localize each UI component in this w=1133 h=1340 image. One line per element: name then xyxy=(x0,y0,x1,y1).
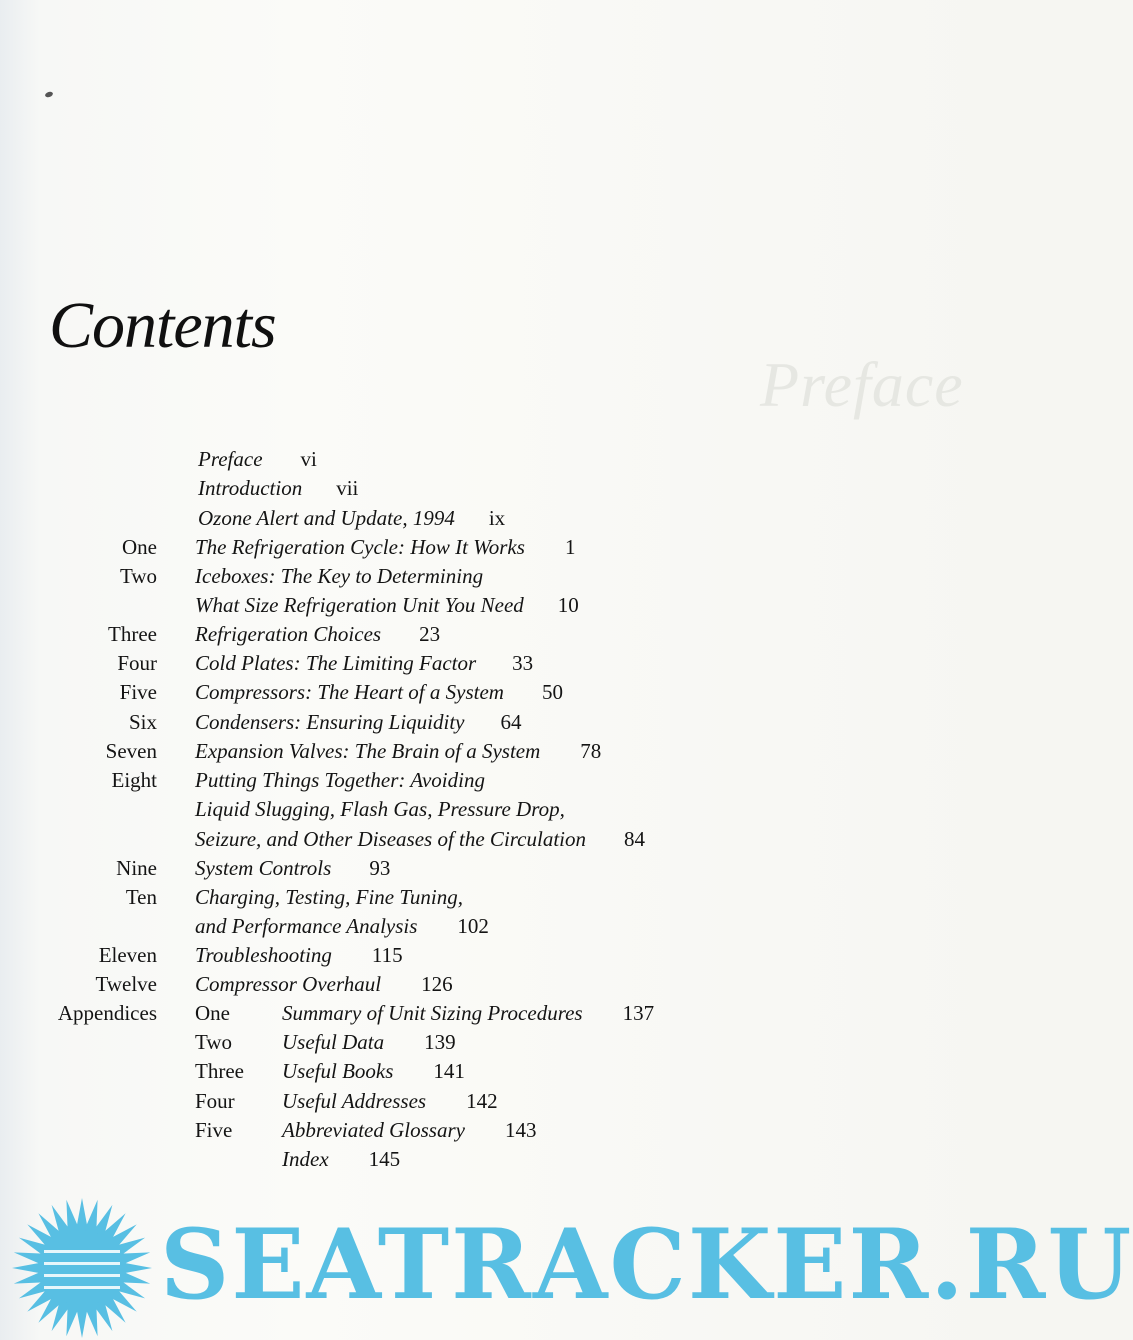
toc-entry[interactable] xyxy=(0,940,1033,970)
chapter-number: Four xyxy=(117,651,157,675)
entry-title: Cold Plates: The Limiting Factor 33 xyxy=(195,651,534,675)
chapter-number: Eight xyxy=(111,768,157,792)
toc-entry[interactable] xyxy=(0,824,1033,854)
appendix-number: Four xyxy=(195,1089,235,1113)
chapter-number: Five xyxy=(119,680,157,704)
entry-title: Preface vi xyxy=(198,447,317,471)
appendix-entry[interactable] xyxy=(0,998,1033,1028)
entry-title: Compressors: The Heart of a System 50 xyxy=(195,680,563,704)
entry-title: Refrigeration Choices 23 xyxy=(195,622,441,646)
toc-entry[interactable] xyxy=(0,532,1033,562)
page-number: 126 xyxy=(421,972,453,996)
page-number: 50 xyxy=(541,680,563,704)
appendix-title: Abbreviated Glossary 143 xyxy=(282,1118,537,1142)
page-number: 10 xyxy=(557,593,579,617)
toc-entry[interactable] xyxy=(0,736,1033,766)
page-number: 115 xyxy=(371,943,403,967)
sun-stripe xyxy=(44,1274,120,1277)
page-number: 93 xyxy=(369,856,391,880)
toc-entry[interactable] xyxy=(0,648,1033,678)
chapter-number: Seven xyxy=(105,739,157,763)
appendix-number: One xyxy=(195,1001,230,1025)
chapter-number: Three xyxy=(108,622,157,646)
toc-entry[interactable] xyxy=(0,882,1033,912)
entry-title: Ozone Alert and Update, 1994 ix xyxy=(198,506,506,530)
appendix-entry[interactable] xyxy=(0,1086,1033,1116)
chapter-number: Nine xyxy=(116,856,157,880)
entry-title: Putting Things Together: Avoiding xyxy=(195,768,485,792)
entry-title: Charging, Testing, Fine Tuning, xyxy=(195,885,463,909)
chapter-number: Two xyxy=(119,564,157,588)
appendix-entry[interactable] xyxy=(0,1115,1033,1145)
entry-title: Introduction vii xyxy=(198,476,359,500)
sun-stripe xyxy=(44,1250,120,1253)
chapter-number: Six xyxy=(128,710,157,734)
toc-entry[interactable] xyxy=(0,853,1033,883)
sun-disc xyxy=(44,1230,120,1306)
toc-entry[interactable] xyxy=(0,561,1033,591)
entry-title: and Performance Analysis 102 xyxy=(195,914,489,938)
page-title: Contents xyxy=(49,289,276,362)
toc-entry[interactable] xyxy=(0,444,1033,474)
page-number: ix xyxy=(488,506,506,530)
appendix-title: Index 145 xyxy=(282,1147,401,1171)
entry-title: The Refrigeration Cycle: How It Works 1 xyxy=(195,535,576,559)
appendix-entry[interactable] xyxy=(0,1144,1033,1174)
appendix-title: Summary of Unit Sizing Procedures 137 xyxy=(282,1001,655,1025)
appendix-entry[interactable] xyxy=(0,1056,1033,1086)
page-number: 33 xyxy=(512,651,534,675)
appendix-number: Two xyxy=(195,1030,233,1054)
page-number: vii xyxy=(336,476,359,500)
entry-title: Condensers: Ensuring Liquidity 64 xyxy=(195,710,522,734)
toc-entry[interactable] xyxy=(0,911,1033,941)
chapter-number: One xyxy=(122,535,157,559)
appendix-number: Three xyxy=(195,1059,244,1083)
toc-entry[interactable] xyxy=(0,794,1033,824)
watermark-text: SEATRACKER.RU xyxy=(160,1208,1133,1321)
page-number: 143 xyxy=(504,1118,537,1142)
appendix-entry[interactable] xyxy=(0,1027,1033,1057)
toc-entry[interactable] xyxy=(0,473,1033,503)
toc-entry[interactable] xyxy=(0,619,1033,649)
chapter-number: Eleven xyxy=(98,943,157,967)
appendices-label: Appendices xyxy=(57,1001,157,1025)
entry-title: Liquid Slugging, Flash Gas, Pressure Drop, xyxy=(195,797,565,821)
toc-entry[interactable] xyxy=(0,765,1033,795)
show-through-heading: Preface xyxy=(760,349,964,420)
appendix-number: Five xyxy=(195,1118,233,1142)
toc-entry[interactable] xyxy=(0,707,1033,737)
toc-entry[interactable] xyxy=(0,969,1033,999)
entry-title: Iceboxes: The Key to Determining xyxy=(195,564,484,588)
appendix-title: Useful Data 139 xyxy=(282,1030,456,1054)
toc-entry[interactable] xyxy=(0,590,1033,620)
page-number: 137 xyxy=(622,1001,655,1025)
page-number: vi xyxy=(300,447,317,471)
smudge-mark xyxy=(44,91,53,98)
entry-title: Troubleshooting 115 xyxy=(195,943,403,967)
appendix-title: Useful Books 141 xyxy=(282,1059,465,1083)
page-number: 141 xyxy=(433,1059,465,1083)
page-number: 102 xyxy=(457,914,489,938)
entry-title: Seizure, and Other Diseases of the Circulation 84 xyxy=(195,827,645,851)
page-number: 145 xyxy=(368,1147,401,1171)
chapter-number: Twelve xyxy=(95,972,157,996)
appendix-title: Useful Addresses 142 xyxy=(282,1089,498,1113)
entry-title: Expansion Valves: The Brain of a System 78 xyxy=(195,739,602,763)
sun-stripe xyxy=(44,1262,120,1265)
page-number: 23 xyxy=(419,622,441,646)
chapter-number: Ten xyxy=(125,885,157,909)
toc-entry[interactable] xyxy=(0,677,1033,707)
entry-title: System Controls 93 xyxy=(195,856,391,880)
toc-entry[interactable] xyxy=(0,503,1033,533)
page-number: 84 xyxy=(624,827,645,851)
page-number: 64 xyxy=(500,710,522,734)
page-number: 142 xyxy=(466,1089,498,1113)
page-number: 78 xyxy=(580,739,602,763)
entry-title: What Size Refrigeration Unit You Need 10 xyxy=(195,593,579,617)
page-number: 1 xyxy=(564,535,576,559)
page-number: 139 xyxy=(424,1030,456,1054)
sun-stripe xyxy=(44,1286,120,1289)
entry-title: Compressor Overhaul 126 xyxy=(195,972,453,996)
